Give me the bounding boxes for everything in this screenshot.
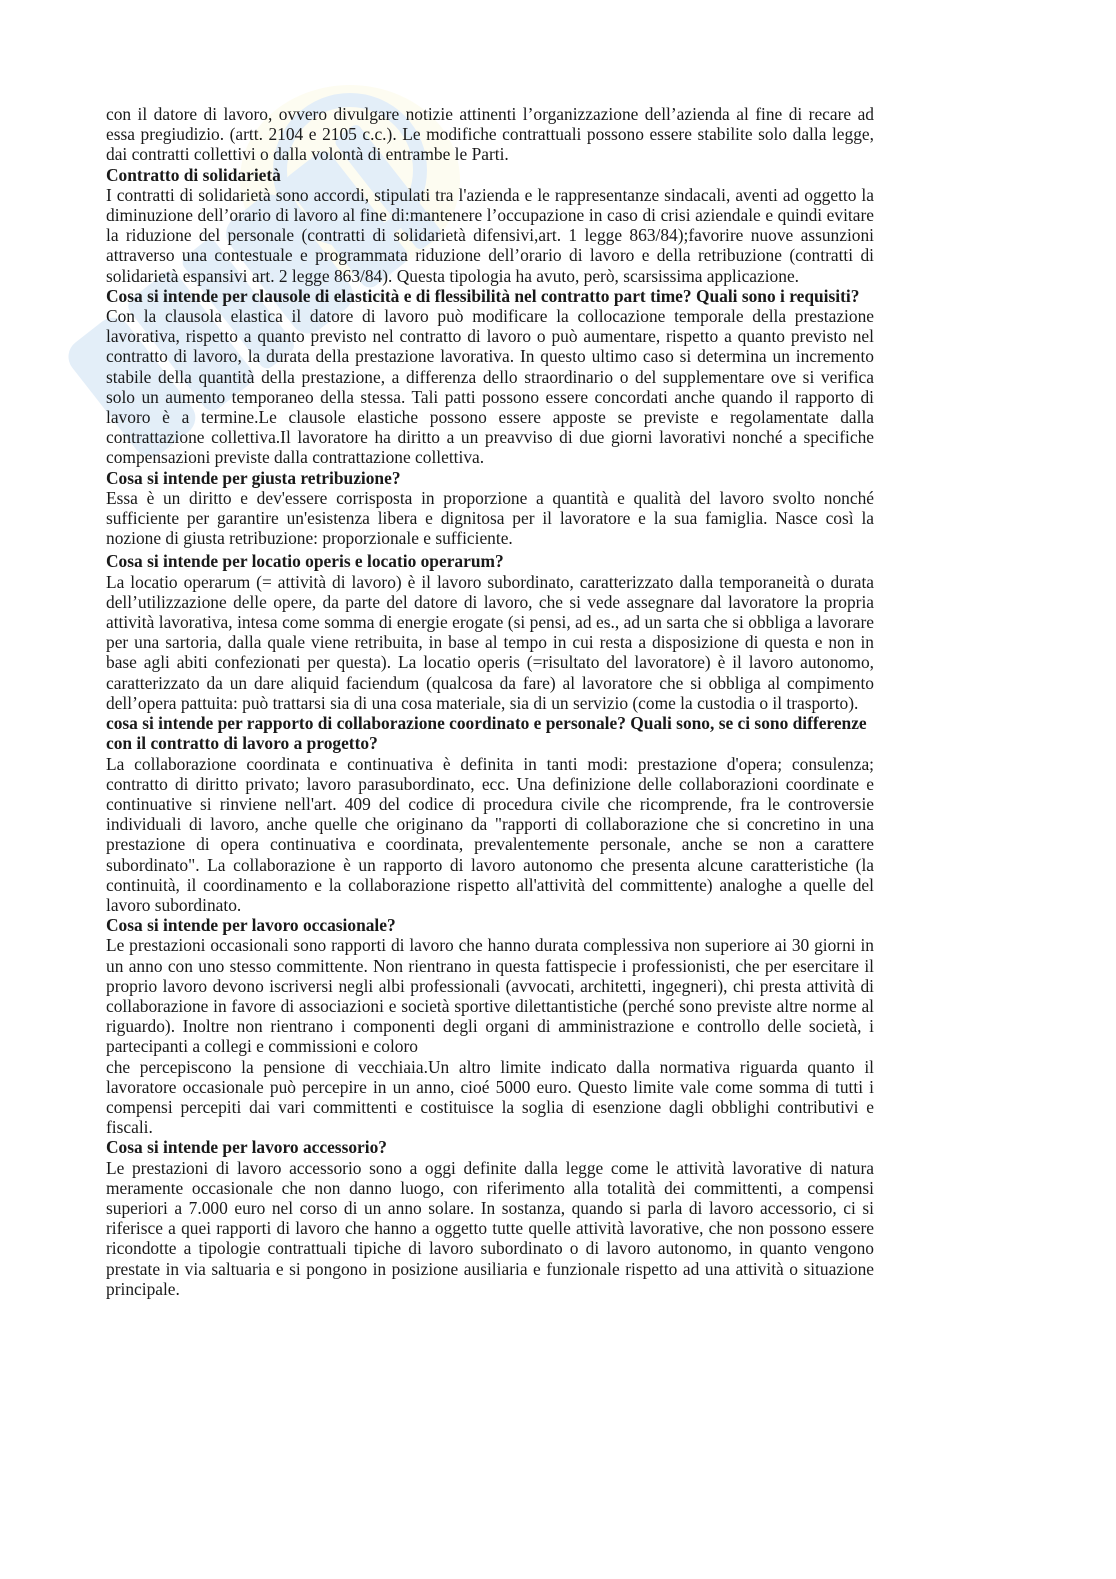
section-heading: Cosa si intende per clausole di elasticità e di flessibilità nel contratto part time? Quali sono i requisiti? xyxy=(106,285,860,306)
section-contratto-solidarieta xyxy=(106,165,874,286)
paragraph: I contratti di solidarietà sono accordi, stipulati tra l'azienda e le rappresentanze sindacali, aventi ad oggetto la diminuzione dell’orario di lavoro al fine di:mantenere l’occupazione in caso di crisi aziendale e quindi evitare la riduzione del personale (contratti di solidarietà difensivi,art. 1 legge 863/84);favorire nuove assunzioni attraverso una contestuale e programmata riduzione dell’orario di lavoro e della retribuzione (contratti di solidarietà espansivi art. 2 legge 863/84). Questa tipologia ha avuto, però, scarsissima applicazione. xyxy=(106,184,874,286)
document-body xyxy=(106,104,874,1299)
section-heading: Cosa si intende per locatio operis e locatio operarum? xyxy=(106,551,504,572)
section-heading: Cosa si intende per giusta retribuzione? xyxy=(106,467,401,488)
paragraph: che percepiscono la pensione di vecchiaia.Un altro limite indicato dalla normativa riguarda quanto il lavoratore occasionale può percepire in un anno, cioé 5000 euro. Questo limite vale come somma di tutti i compensi percepiti dai vari committenti e costituisce la soglia di esenzione dagli obblighi contributivi e fiscali. xyxy=(106,1056,874,1138)
section-clausole-elasticita xyxy=(106,286,874,468)
paragraph: La locatio operarum (= attività di lavoro) è il lavoro subordinato, caratterizzato dalla temporaneità o durata dell’utilizzazione delle opere, da parte del datore di lavoro, che si vede assegnare dal lavoratore la propria attività lavorativa, intesa come somma di energie erogate (si pensi, ad es., ad un sarta che si obbliga a lavorare per una sartoria, dalla quale viene retribuita, in base al tempo in cui resta a disposizione di questa e non in base agli abiti confezionati per questa). La locatio operis (=risultato del lavoratore) è il lavoro autonomo, caratterizzato da un dare aliquid faciendum (qualcosa da fare) al lavoratore che si obbliga al compimento dell’opera pattuita: può trattarsi sia di una cosa materiale, sia di un servizio (come la custodia o il trasporto). xyxy=(106,571,874,713)
section-intro xyxy=(106,104,874,165)
paragraph: Le prestazioni occasionali sono rapporti di lavoro che hanno durata complessiva non superiore ai 30 giorni in un anno con uno stesso committente. Non rientrano in questa fattispecie i professionisti, che per esercitare il proprio lavoro devono iscriversi negli albi professionali (avvocati, architetti, ingegneri), chi presta attività di collaborazione in favore di associazioni e società sportive dilettantistiche (perché sono previste altre norme al riguardo). Inoltre non rientrano i componenti degli organi di amministrazione e controllo delle società, i partecipanti a collegi e commissioni e coloro xyxy=(106,935,874,1057)
section-giusta-retribuzione xyxy=(106,468,874,549)
section-heading: cosa si intende per rapporto di collaborazione coordinato e personale? Quali sono, se ci sono differenze con il contratto di lavoro a progetto? xyxy=(106,713,867,754)
section-heading: Cosa si intende per lavoro accessorio? xyxy=(106,1137,387,1158)
paragraph: con il datore di lavoro, ovvero divulgare notizie attinenti l’organizzazione dell’azienda al fine di recare ad essa pregiudizio. (artt. 2104 e 2105 c.c.). Le modifiche contrattuali possono essere stabilite solo dalla legge, dai contratti collettivi o dalla volontà di entrambe le Parti. xyxy=(106,104,874,165)
paragraph: Con la clausola elastica il datore di lavoro può modificare la collocazione temporale della prestazione lavorativa, rispetto a quanto previsto nel contratto di lavoro o può aumentare, rispetto a quanto previsto nel contratto di lavoro, la durata della prestazione lavorativa. In questo ultimo caso si determina un incremento stabile della quantità della prestazione, a differenza dello straordinario o del supplementare ove si verifica solo un aumento temporaneo della stessa. Tali patti possono essere concordati anche quando il rapporto di lavoro è a termine.Le clausole elastiche possono essere apposte se previste e regolamentate dalla contrattazione collettiva.Il lavoratore ha diritto a un preavviso di due giorni lavorativi nonché a specifiche compensazioni previste dalla contrattazione collettiva. xyxy=(106,306,874,468)
paragraph: Le prestazioni di lavoro accessorio sono a oggi definite dalla legge come le attività lavorative di natura meramente occasionale che non danno luogo, con riferimento alla totalità dei committenti, a compensi superiori a 7.000 euro nel corso di un anno solare. In sostanza, quando si parla di lavoro accessorio, ci si riferisce a quei rapporti di lavoro che hanno a oggetto tutte quelle attività lavorative, che non possono essere ricondotte a tipologie contrattuali tipiche di lavoro subordinato o di lavoro autonomo, in quanto vengono prestate in via saltuaria e si pongono in posizione ausiliaria e funzionale rispetto ad una attività o situazione principale. xyxy=(106,1157,874,1299)
section-collaborazione xyxy=(106,713,874,915)
section-heading: Contratto di solidarietà xyxy=(106,164,281,185)
section-locatio xyxy=(106,551,874,713)
paragraph: Essa è un diritto e dev'essere corrisposta in proporzione a quantità e qualità del lavoro svolto nonché sufficiente per garantire un'esistenza libera e dignitosa per il lavoratore e la sua famiglia. Nasce così la nozione di giusta retribuzione: proporzionale e sufficiente. xyxy=(106,487,874,549)
section-lavoro-accessorio xyxy=(106,1137,874,1299)
section-heading: Cosa si intende per lavoro occasionale? xyxy=(106,915,396,936)
section-lavoro-occasionale xyxy=(106,915,874,1137)
paragraph: La collaborazione coordinata e continuativa è definita in tanti modi: prestazione d'opera; consulenza; contratto di diritto privato; lavoro parasubordinato, ecc. Una definizione delle collaborazioni coordinate e continuative si rinviene nell'art. 409 del codice di procedura civile che ricomprende, fra le controversie individuali di lavoro, anche quelle che originano da "rapporti di collaborazione che si concretino in una prestazione di opera continuativa e coordinata, prevalentemente personale, anche se non a carattere subordinato". La collaborazione è un rapporto di lavoro autonomo che presenta alcune caratteristiche (la continuità, il coordinamento e la collaborazione rispetto all'attività del committente) analoghe a quelle del lavoro subordinato. xyxy=(106,753,874,915)
